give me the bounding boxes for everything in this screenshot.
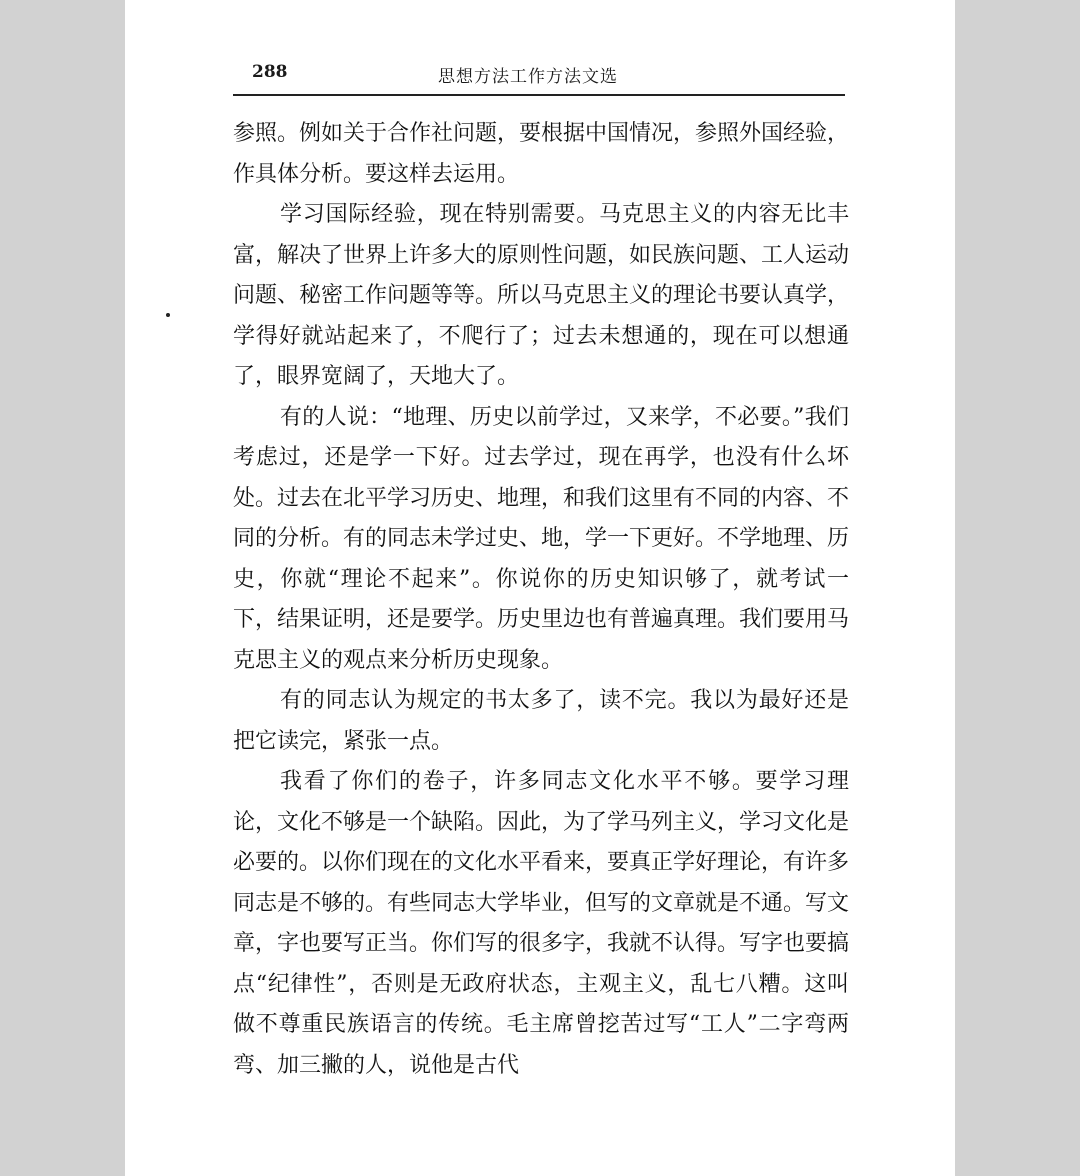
header-rule bbox=[233, 94, 845, 96]
book-page bbox=[125, 0, 955, 1176]
paragraph-1: 参照。例如关于合作社问题，要根据中国情况，参照外国经验，作具体分析。要这样去运用。 bbox=[233, 121, 850, 187]
scan-speck bbox=[166, 313, 170, 317]
paragraph-2: 学习国际经验，现在特别需要。马克思主义的内容无比丰富，解决了世界上许多大的原则性问题，如民族问题、工人运动问题、秘密工作问题等等。所以马克思主义的理论书要认真学，学得好就站起来了，不爬行了；过去未想通的，现在可以想通了，眼界宽阔了，天地大了。 bbox=[233, 202, 850, 389]
page-number: 288 bbox=[252, 62, 288, 82]
body-text bbox=[233, 114, 849, 1086]
paragraph-3: 有的人说：“地理、历史以前学过，又来学，不必要。”我们考虑过，还是学一下好。过去学过，现在再学，也没有什么坏处。过去在北平学习历史、地理，和我们这里有不同的内容、不同的分析。有的同志未学过史、地，学一下更好。不学地理、历史，你就“理论不起来”。你说你的历史知识够了，就考试一下，结果证明，还是要学。历史里边也有普遍真理。我们要用马克思主义的观点来分析历史现象。 bbox=[233, 404, 850, 673]
paragraph-5: 我看了你们的卷子，许多同志文化水平不够。要学习理论，文化不够是一个缺陷。因此，为了学马列主义，学习文化是必要的。以你们现在的文化水平看来，要真正学好理论，有许多同志是不够的。有些同志大学毕业，但写的文章就是不通。写文章，字也要写正当。你们写的很多字，我就不认得。写字也要搞点“纪律性”，否则是无政府状态，主观主义，乱七八糟。这叫做不尊重民族语言的传统。毛主席曾挖苦过写“工人”二字弯两弯、加三撇的人，说他是古代 bbox=[233, 769, 850, 1078]
page-header bbox=[233, 60, 845, 94]
paragraph-4: 有的同志认为规定的书太多了，读不完。我以为最好还是把它读完，紧张一点。 bbox=[233, 688, 849, 754]
running-title: 思想方法工作方法文选 bbox=[438, 67, 618, 87]
